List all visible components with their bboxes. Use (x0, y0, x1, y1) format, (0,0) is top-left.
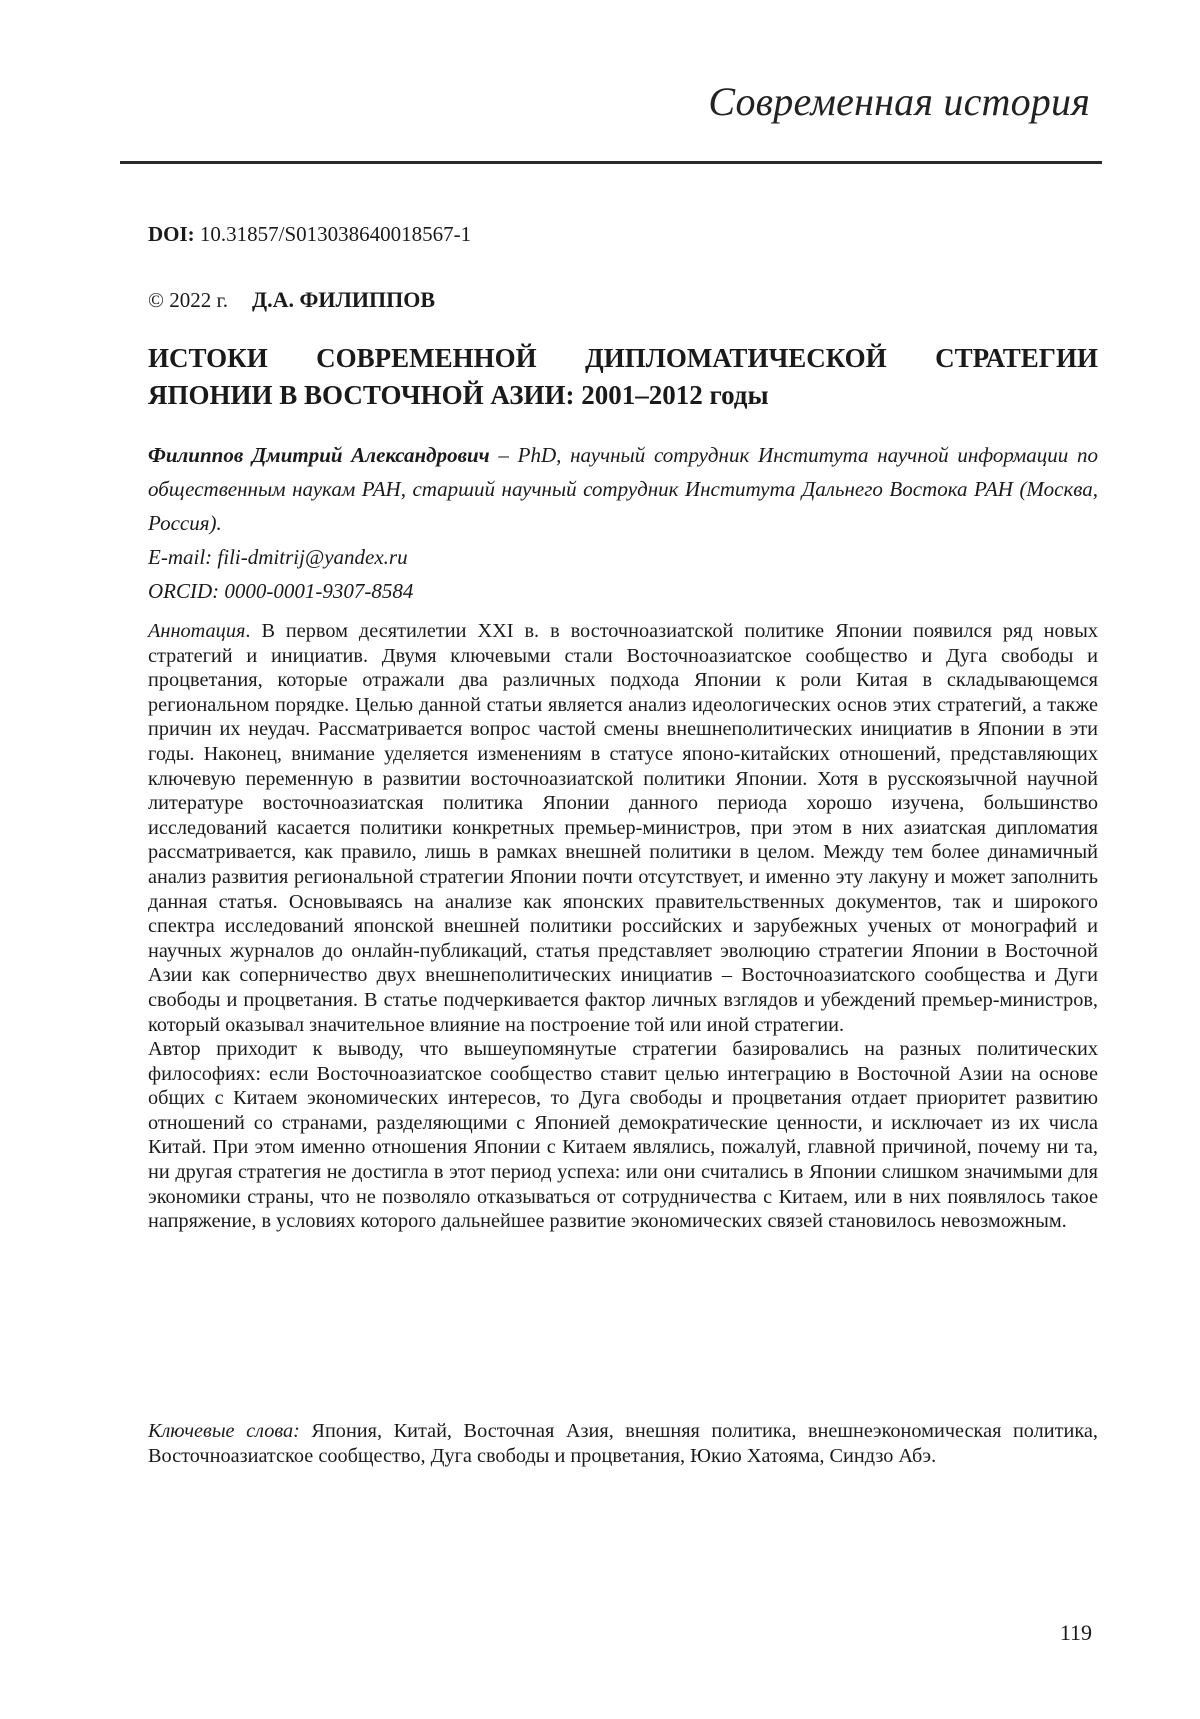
abstract-text-1: . В первом десятилетии XXI в. в восточноазиатской политике Японии появился ряд новых стратегий и инициатив. Двумя ключевыми стали Восточноазиатское сообщество и Дуга свободы и процветания, которые отражали два различных подхода Японии к роли Китая в складывающемся региональном порядке. Целью данной статьи является анализ идеологических основ этих стратегий, а также причин их неудач. Рассматривается вопрос частой смены внешнеполитических инициатив в Японии в эти годы. Наконец, внимание уделяется изменениям в статусе японо-китайских отношений, представляющих ключевую переменную в развитии восточноазиатской политики Японии. Хотя в русскоязычной научной литературе восточноазиатская политика Японии данного периода хорошо изучена, большинство исследований касается политики конкретных премьер-министров, при этом в них азиатская дипломатия рассматривается, как правило, лишь в рамках внешней политики в целом. Между тем более динамичный анализ развития региональной стратегии Японии почти отсутствует, и именно эту лакуну и может заполнить данная статья. Основываясь на анализе как японских правительственных документов, так и широкого спектра исследований японской внешней политики российских и зарубежных ученых от монографий и научных журналов до онлайн-публикаций, статья представляет эволюцию стратегии Японии в Восточной Азии как соперничество двух внешнеполитических инициатив – Восточноазиатского сообщества и Дуги свободы и процветания. В статье подчеркивается фактор личных взглядов и убеждений премьер-министров, который оказывал значительное влияние на построение той или иной стратегии. (148, 620, 1098, 1036)
article-title-line-2: ЯПОНИИ В ВОСТОЧНОЙ АЗИИ: 2001–2012 годы (148, 380, 769, 410)
author-description: – PhD, научный сотрудник Института научной информации по общественным наукам РАН, старший научный сотрудник Института Дальнего Востока РАН (Москва, Россия). (148, 443, 1098, 535)
abstract (148, 619, 1098, 1234)
doi-line (148, 222, 471, 247)
author-info (148, 438, 1098, 608)
copyright-line (148, 287, 435, 313)
doi-value[interactable]: 10.31857/S013038640018567-1 (199, 222, 472, 246)
page-number: 119 (1059, 1620, 1092, 1645)
article-title (148, 340, 1098, 414)
author-affiliation (148, 438, 1098, 540)
abstract-paragraph-1 (148, 619, 1098, 1037)
author-byline: Д.А. ФИЛИППОВ (251, 287, 435, 312)
author-full-name: Филиппов Дмитрий Александрович (148, 443, 490, 467)
author-email[interactable]: E-mail: fili-dmitrij@yandex.ru (148, 545, 408, 569)
running-head-section: Современная история (708, 79, 1090, 124)
abstract-label: Аннотация (148, 620, 246, 642)
keywords (148, 1419, 1098, 1468)
keywords-text: Япония, Китай, Восточная Азия, внешняя политика, внешнеэкономическая политика, Восточноазиатское сообщество, Дуга свободы и процветания, Юкио Хатояма, Синдзо Абэ. (148, 1420, 1098, 1467)
author-orcid[interactable]: ORCID: 0000-0001-9307-8584 (148, 579, 414, 603)
abstract-paragraph-2: Автор приходит к выводу, что вышеупомянутые стратегии базировались на разных политических философиях: если Восточноазиатское сообщество ставит целью интеграцию в Восточной Азии на основе общих с Китаем экономических интересов, то Дуга свободы и процветания отдает приоритет развитию отношений со странами, разделяющими с Японией демократические ценности, и исключает из их числа Китай. При этом именно отношения Японии с Китаем являлись, пожалуй, главной причиной, почему ни та, ни другая стратегия не достигла в этот период успеха: или они считались в Японии слишком значимыми для экономики страны, что не позволяло отказываться от сотрудничества с Китаем, или в них появлялось такое напряжение, в условиях которого дальнейшее развитие экономических связей становилось невозможным. (148, 1038, 1098, 1233)
copyright-year: © 2022 г. (148, 288, 228, 312)
keywords-label: Ключевые слова: (148, 1420, 300, 1442)
article-title-line-1: ИСТОКИ СОВРЕМЕННОЙ ДИПЛОМАТИЧЕСКОЙ СТРАТЕГИИ (148, 343, 1098, 373)
header-rule-divider (120, 161, 1102, 164)
doi-label: DOI: (148, 222, 195, 246)
